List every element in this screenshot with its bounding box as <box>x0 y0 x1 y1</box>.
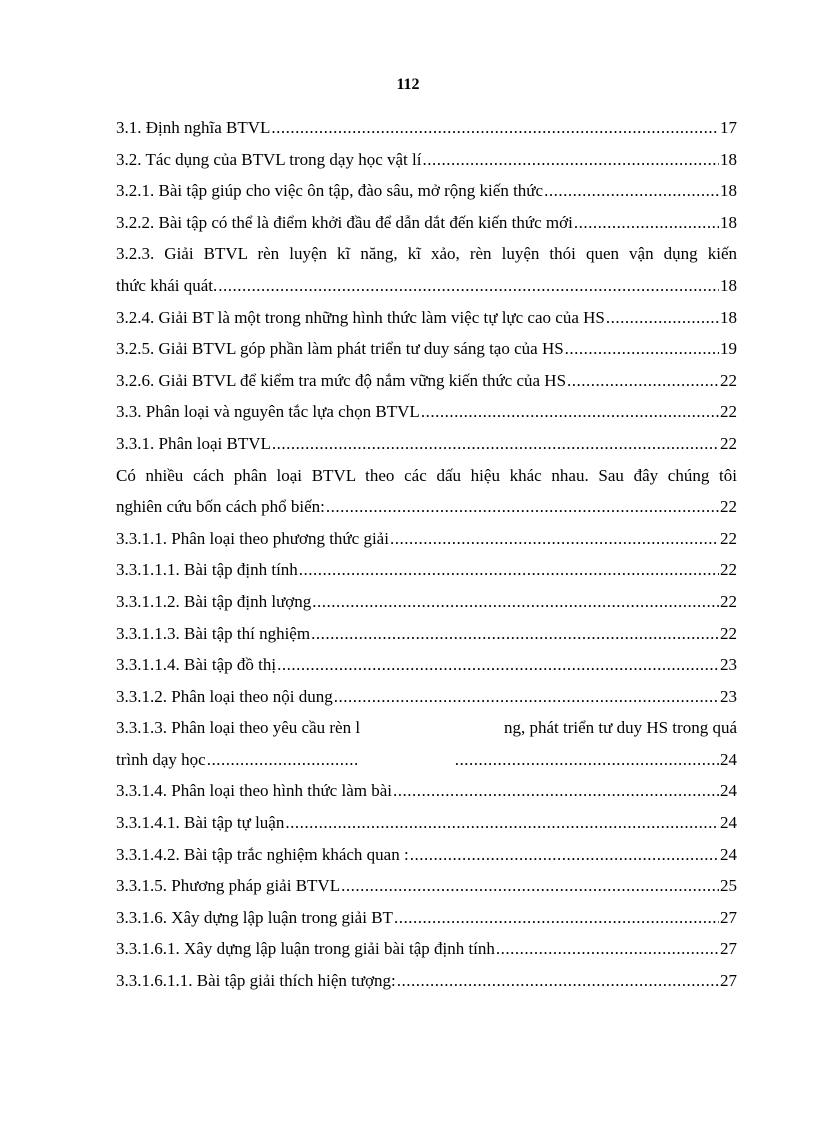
leader-dots <box>390 523 719 555</box>
toc-entry-page: 22 <box>720 528 737 548</box>
leader-dots <box>394 902 719 934</box>
leader-dots <box>565 333 719 365</box>
leader-dots <box>277 649 719 681</box>
toc-entry-page: 18 <box>720 181 737 201</box>
toc-entry-page: 23 <box>720 655 737 675</box>
toc-entry-title: 3.3.1.4.1. Bài tập tự luận <box>116 813 285 833</box>
toc-entry-title: 3.2.1. Bài tập giúp cho việc ôn tập, đào sâu, mở rộng kiến thức <box>116 181 544 201</box>
leader-dots <box>410 839 719 871</box>
toc-entry-title: 3.2.2. Bài tập có thể là điểm khởi đầu để dẫn dắt đến kiến thức mới <box>116 212 573 232</box>
toc-entry[interactable] <box>116 807 737 839</box>
toc-entry-page: 25 <box>720 876 737 896</box>
leader-dots <box>285 807 719 839</box>
toc-entry-page: 18 <box>720 149 737 169</box>
toc-entry-page: 22 <box>720 497 737 517</box>
leader-dots <box>271 112 719 144</box>
toc-entry-title: 3.3.1.1.2. Bài tập định lượng <box>116 591 312 611</box>
toc-entry-title: nghiên cứu bốn cách phổ biến: <box>116 497 325 517</box>
toc-entry-page: 27 <box>720 907 737 927</box>
toc-entry-page: 22 <box>720 591 737 611</box>
toc-entry[interactable] <box>116 302 737 334</box>
toc-entry-page: 27 <box>720 939 737 959</box>
toc-entry[interactable] <box>116 365 737 397</box>
toc-entry-page: 24 <box>720 844 737 864</box>
toc-entry-title-part1: 3.3.1.3. Phân loại theo yêu cầu rèn l <box>116 718 361 738</box>
toc-entry-title-part2: ng, phát triển tư duy HS trong quá <box>503 718 737 738</box>
leader-dots <box>299 554 719 586</box>
leader-dots <box>496 933 719 965</box>
toc-entry[interactable] <box>116 207 737 239</box>
leader-dots <box>397 965 719 997</box>
toc-entry[interactable] <box>116 144 737 176</box>
toc-entry-title: 3.1. Định nghĩa BTVL <box>116 118 271 137</box>
leader-dots <box>218 270 719 302</box>
toc-entry[interactable] <box>116 586 737 618</box>
toc-entry[interactable] <box>116 902 737 934</box>
toc-entry-title: 3.3.1.2. Phân loại theo nội dung <box>116 686 333 706</box>
toc-entry-title: 3.3.1.6. Xây dựng lập luận trong giải BT <box>116 907 393 927</box>
toc-entry-page: 18 <box>720 212 737 232</box>
toc-entry-title: 3.2.6. Giải BTVL để kiểm tra mức độ nắm vững kiến thức của HS <box>116 370 567 390</box>
toc-entry[interactable] <box>116 618 737 650</box>
leader-dots <box>574 207 719 239</box>
toc-entry-page: 22 <box>720 623 737 643</box>
toc-entry-title: 3.2.4. Giải BT là một trong những hình thức làm việc tự lực cao của HS <box>116 307 605 327</box>
toc-entry[interactable] <box>116 681 737 713</box>
leader-dots <box>326 491 719 523</box>
table-of-contents <box>116 112 737 997</box>
leader-dots <box>393 775 719 807</box>
leader-dots <box>272 428 719 460</box>
toc-entry-page: 27 <box>720 971 737 991</box>
toc-entry-page: 22 <box>720 402 737 422</box>
toc-entry[interactable] <box>116 933 737 965</box>
toc-entry-title: 3.3.1.4.2. Bài tập trắc nghiệm khách quan : <box>116 844 409 864</box>
page-number: 112 <box>396 76 420 93</box>
leader-dots <box>207 744 357 776</box>
toc-entry[interactable] <box>116 744 737 776</box>
leader-dots <box>334 681 719 713</box>
toc-entry-title-line1[interactable]: 3.2.3. Giải BTVL rèn luyện kĩ năng, kĩ xảo, rèn luyện thói quen vận dụng kiến <box>116 244 737 264</box>
toc-entry-title: 3.3.1.1.4. Bài tập đồ thị <box>116 655 277 675</box>
toc-entry[interactable] <box>116 523 737 555</box>
toc-entry-title: 3.3.1.5. Phương pháp giải BTVL <box>116 876 341 896</box>
toc-entry-title: 3.3.1.4. Phân loại theo hình thức làm bài <box>116 781 392 801</box>
toc-entry-page: 22 <box>720 433 737 453</box>
toc-entry[interactable] <box>116 491 737 523</box>
leader-dots <box>421 396 719 428</box>
leader-dots <box>567 365 719 397</box>
toc-entry-title: 3.2.5. Giải BTVL góp phần làm phát triển tư duy sáng tạo của HS <box>116 339 564 359</box>
toc-entry-page: 24 <box>720 781 737 801</box>
leader-dots <box>311 618 719 650</box>
toc-entry[interactable] <box>116 270 737 302</box>
toc-paragraph-line1: Có nhiều cách phân loại BTVL theo các dấu hiệu khác nhau. Sau đây chúng tôi <box>116 465 737 485</box>
toc-entry-title: 3.3. Phân loại và nguyên tắc lựa chọn BTVL <box>116 402 420 422</box>
toc-entry-title: 3.3.1.1. Phân loại theo phương thức giải <box>116 528 389 548</box>
toc-entry-page: 24 <box>720 749 737 769</box>
toc-entry[interactable] <box>116 839 737 871</box>
toc-entry-title: 3.3.1.6.1.1. Bài tập giải thích hiện tượng: <box>116 971 396 991</box>
toc-entry-page: 22 <box>720 560 737 580</box>
toc-entry-line1[interactable] <box>116 712 737 744</box>
leader-dots <box>422 144 719 176</box>
toc-entry-page: 19 <box>720 339 737 359</box>
leader-dots <box>544 175 719 207</box>
toc-entry-title: 3.3.1.1.1. Bài tập định tính <box>116 560 298 580</box>
toc-entry[interactable] <box>116 333 737 365</box>
toc-entry-title: trình dạy học <box>116 749 206 769</box>
toc-entry-page: 22 <box>720 370 737 390</box>
toc-entry[interactable] <box>116 870 737 902</box>
toc-entry-title: thức khái quát. <box>116 275 218 295</box>
toc-entry-page: 18 <box>720 275 737 295</box>
toc-entry[interactable] <box>116 428 737 460</box>
leader-dots <box>606 302 719 334</box>
toc-entry[interactable] <box>116 775 737 807</box>
leader-dots <box>455 744 719 776</box>
toc-entry-title: 3.3.1.1.3. Bài tập thí nghiệm <box>116 623 311 643</box>
toc-entry-title: 3.3.1. Phân loại BTVL <box>116 433 271 453</box>
toc-entry-page: 17 <box>720 118 737 137</box>
toc-entry[interactable] <box>116 649 737 681</box>
toc-entry-page: 24 <box>720 813 737 833</box>
toc-entry[interactable] <box>116 554 737 586</box>
toc-entry-title: 3.3.1.6.1. Xây dựng lập luận trong giải bài tập định tính <box>116 939 495 959</box>
leader-dots <box>341 870 719 902</box>
toc-entry[interactable] <box>116 965 737 997</box>
toc-entry-page: 23 <box>720 686 737 706</box>
toc-entry-title: 3.2. Tác dụng của BTVL trong dạy học vật lí <box>116 149 422 169</box>
toc-entry-page: 18 <box>720 307 737 327</box>
toc-entry[interactable] <box>116 112 737 144</box>
toc-entry[interactable] <box>116 175 737 207</box>
leader-dots <box>312 586 719 618</box>
toc-entry[interactable] <box>116 396 737 428</box>
